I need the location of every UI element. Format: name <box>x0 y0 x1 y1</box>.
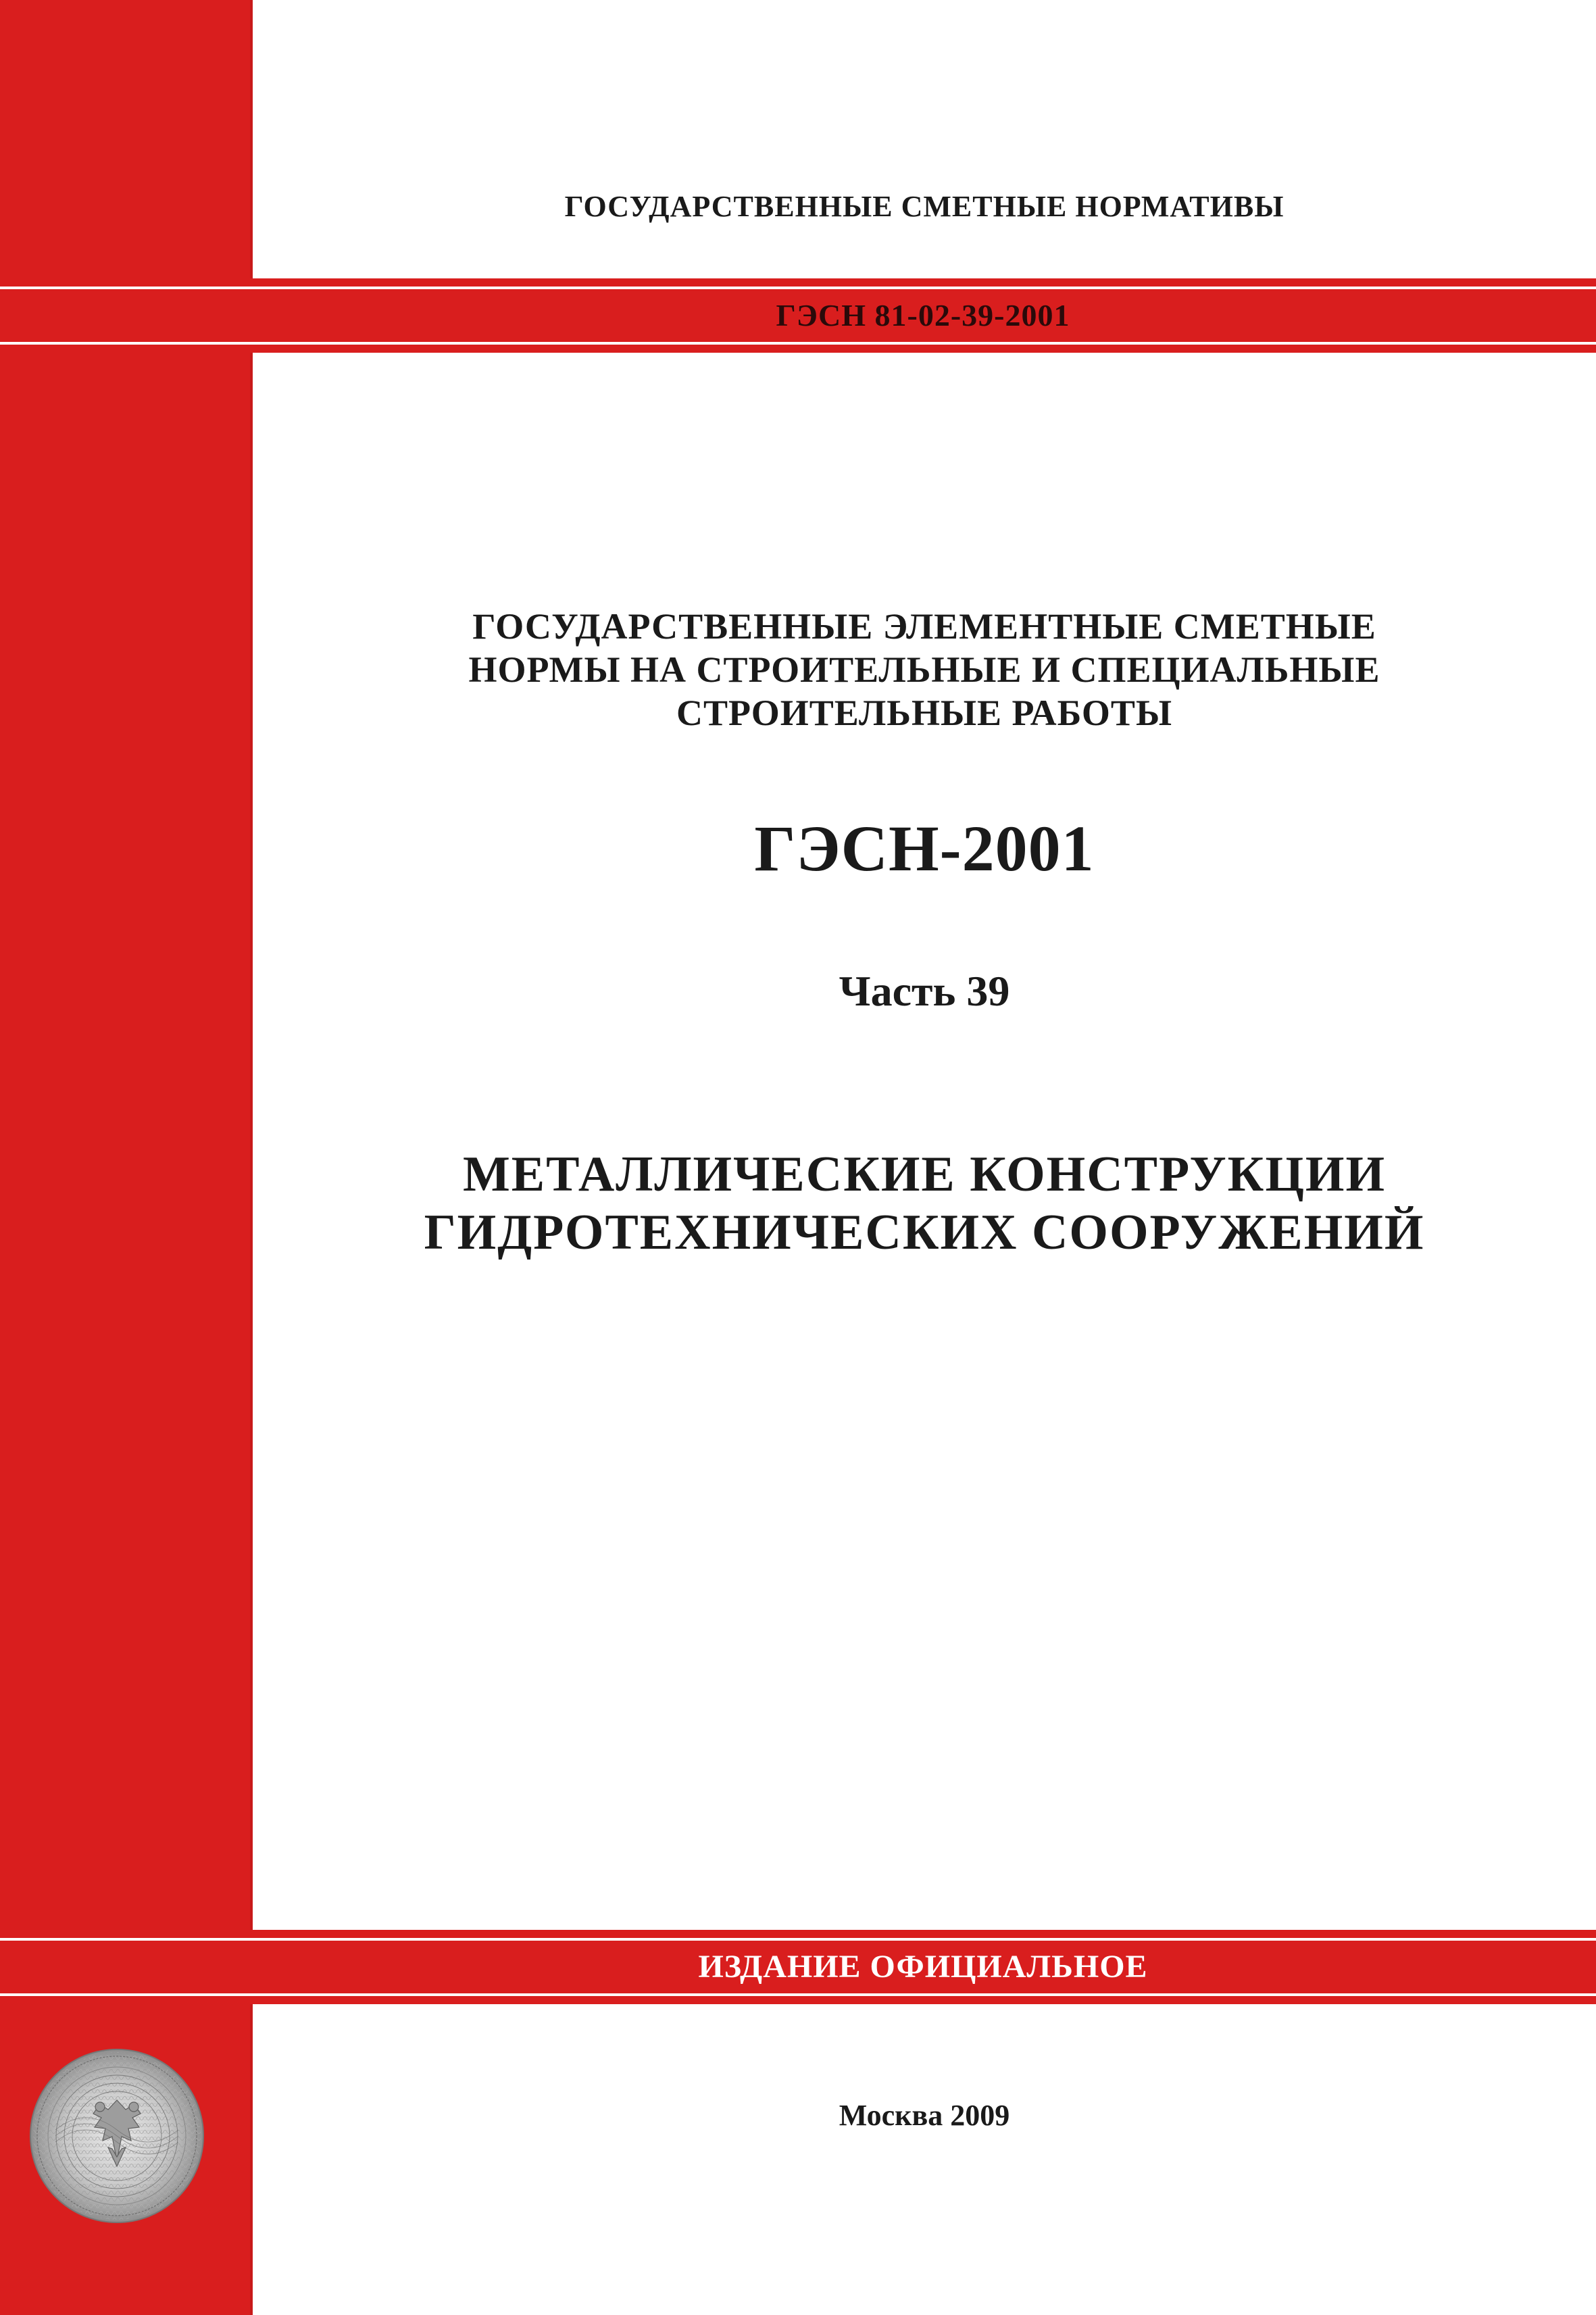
edition-label: ИЗДАНИЕ ОФИЦИАЛЬНОЕ <box>698 1949 1148 1985</box>
hologram-seal-icon <box>28 2047 205 2224</box>
collection-code: ГЭСН-2001 <box>754 812 1095 885</box>
top-red-band <box>0 278 1596 353</box>
document-code: ГЭСН 81-02-39-2001 <box>776 298 1070 332</box>
title-line: СТРОИТЕЛЬНЫЕ РАБОТЫ <box>676 693 1172 733</box>
subject-line: МЕТАЛЛИЧЕСКИЕ КОНСТРУКЦИИ <box>462 1147 1387 1202</box>
bottom-red-band <box>0 1930 1596 2004</box>
title-line: ГОСУДАРСТВЕННЫЕ ЭЛЕМЕНТНЫЕ СМЕТНЫЕ <box>472 606 1376 647</box>
document-title <box>253 605 1596 735</box>
band-rule <box>0 1938 1596 1941</box>
title-line: НОРМЫ НА СТРОИТЕЛЬНЫЕ И СПЕЦИАЛЬНЫЕ <box>468 649 1380 690</box>
part-subject <box>253 1145 1596 1262</box>
subject-line: ГИДРОТЕХНИЧЕСКИХ СООРУЖЕНИЙ <box>424 1205 1425 1260</box>
publication-place-year: Москва 2009 <box>839 2099 1010 2132</box>
series-title: ГОСУДАРСТВЕННЫЕ СМЕТНЫЕ НОРМАТИВЫ <box>564 190 1285 223</box>
band-rule <box>0 1993 1596 1996</box>
band-rule <box>0 287 1596 289</box>
part-number: Часть 39 <box>839 967 1010 1015</box>
band-rule <box>0 342 1596 345</box>
